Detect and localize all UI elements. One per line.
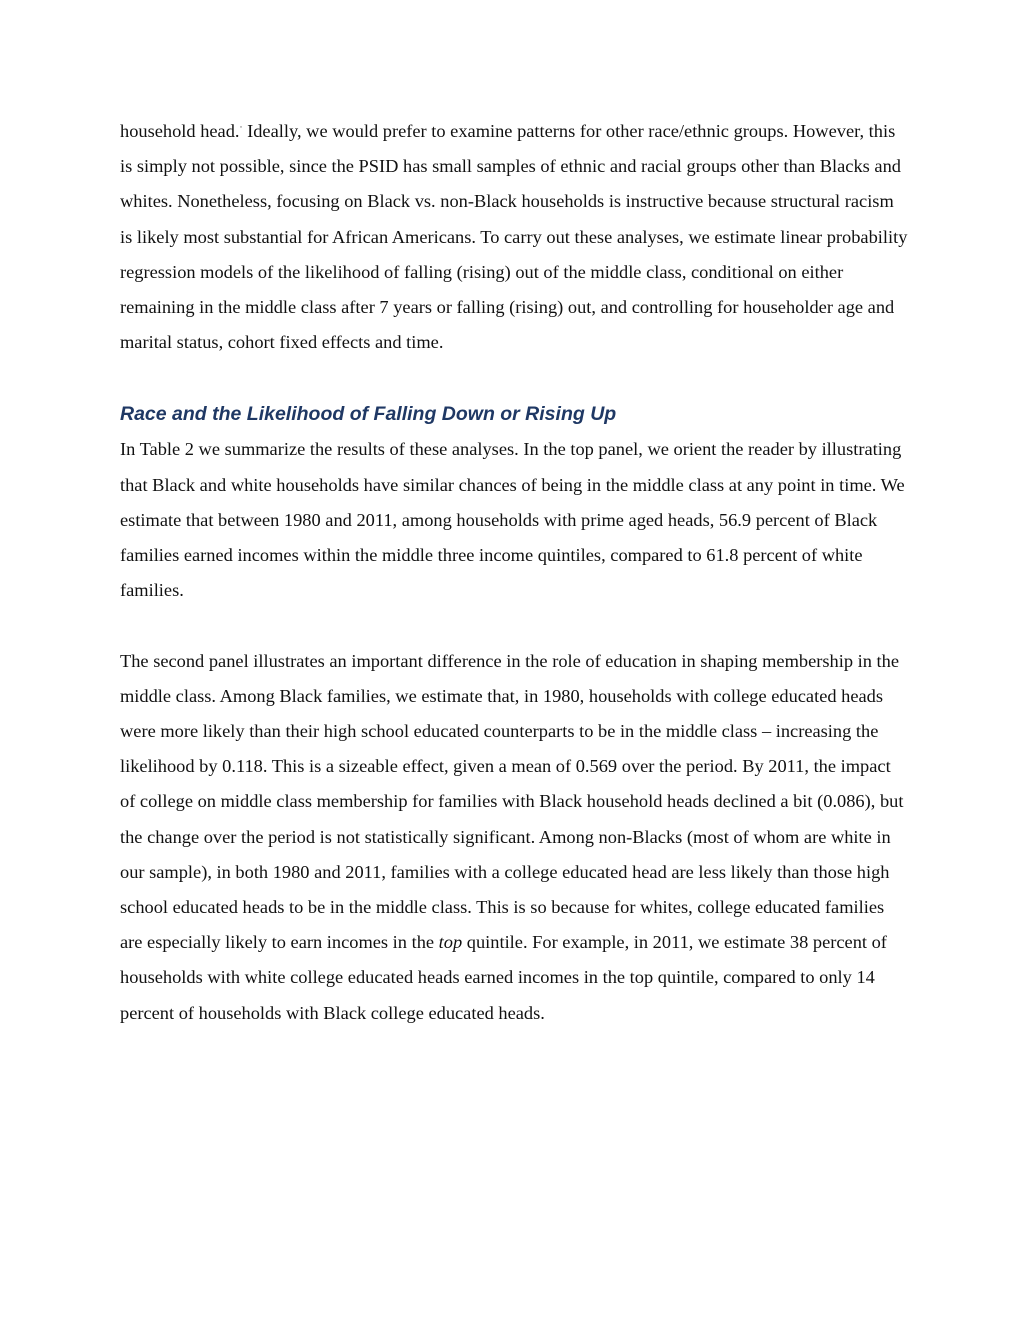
paragraph-methods-text-start: household head. [120,121,240,141]
paragraph-methods [120,114,910,360]
paragraph-education-text-start: The second panel illustrates an important difference in the role of education in shaping membership in the middle class. Among Black families, we estimate that, in 1980, households with college educated heads were more likely than their high school educated counterparts to be in the middle class – increasing the likelihood by 0.118. This is a sizeable effect, given a mean of 0.569 over the period. By 2011, the impact of college on middle class membership for families with Black household heads declined a bit (0.086), but the change over the period is not statistically significant. Among non-Blacks (most of whom are white in our sample), in both 1980 and 2011, families with a college educated head are less likely than those high school educated heads to be in the middle class. This is so because for whites, college educated families are especially likely to earn incomes in the [120,650,904,953]
section-heading: Race and the Likelihood of Falling Down or Rising Up [120,403,617,426]
paragraph-education-role [120,644,910,1031]
paragraph-education-text-end: quintile. For example, in 2011, we estimate 38 percent of households with white college educated heads earned incomes in the top quintile, compared to only 14 percent of households with Black college educated heads. [120,932,887,1023]
paragraph-table2-summary: In Table 2 we summarize the results of these analyses. In the top panel, we orient the reader by illustrating that Black and white households have similar chances of being in the middle class at any point in time. We estimate that between 1980 and 2011, among households with prime aged heads, 56.9 percent of Black families earned incomes within the middle three income quintiles, compared to 61.8 percent of white families. [120,439,905,601]
footnote-marker: · [239,121,243,132]
paragraph-methods-text-rest: Ideally, we would prefer to examine patterns for other race/ethnic groups. However, this is simply not possible, since the PSID has small samples of ethnic and racial groups other than Blacks and whites. Nonetheless, focusing on Black vs. non-Black households is instructive because structural racism is likely most substantial for African Americans. To carry out these analyses, we estimate linear probability regression models of the likelihood of falling (rising) out of the middle class, conditional on either remaining in the middle class after 7 years or falling (rising) out, and controlling for householder age and marital status, cohort fixed effects and time. [120,121,908,353]
page-body [120,114,910,1031]
emphasis-top: top [438,932,463,953]
